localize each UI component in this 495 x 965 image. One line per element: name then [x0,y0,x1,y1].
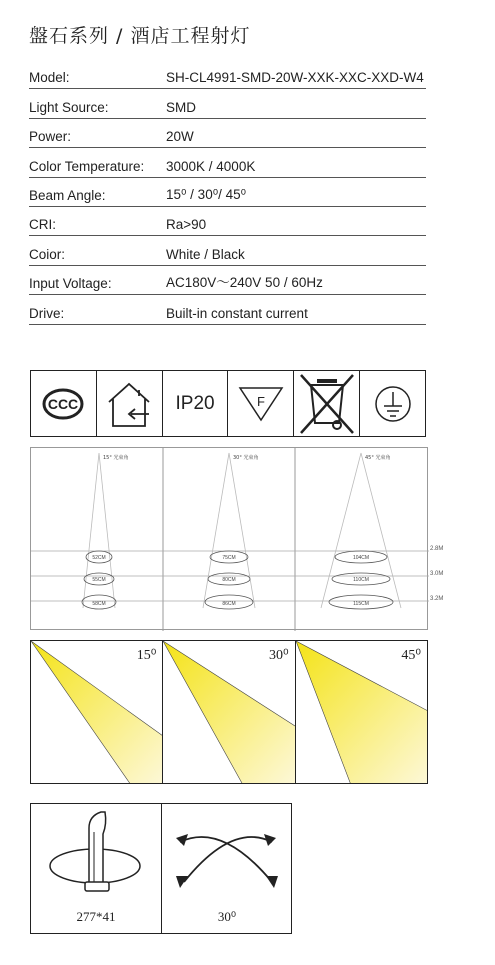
spec-row [29,207,426,236]
f-mark-icon [228,371,294,436]
spec-key: Color Temperature: [29,158,145,174]
svg-text:CCC: CCC [48,395,79,412]
spec-key: Drive: [29,305,65,321]
spec-row [29,148,426,177]
spec-row [29,295,426,324]
beam-header-15: 15° 光束角 [103,455,129,461]
beam-size-label: 80CM [222,577,236,583]
ip-rating [163,371,229,436]
spec-row [29,60,426,89]
spec-row [29,89,426,118]
beam-size-label: 52CM [92,555,106,561]
rotation-panel [162,804,292,933]
beam-size-label: 58CM [92,601,106,607]
spec-value: SMD [166,99,196,115]
spec-row [29,119,426,148]
indoor-use-icon [97,371,163,436]
product-dimension-panels [30,803,292,934]
weee-bin-icon [294,371,360,436]
spec-value: 3000K / 4000K [166,158,256,174]
spec-row [29,178,426,207]
spec-value: Ra>90 [166,217,207,233]
distance-label: 3.0M [430,571,444,577]
ccc-icon [31,371,97,436]
size-panel [31,804,162,933]
rotation-label: 30⁰ [217,909,237,924]
page-title: 盤石系列 / 酒店工程射灯 [29,25,251,47]
angle-label: 30⁰ [269,648,289,663]
spec-table [29,60,426,325]
angle-label: 45⁰ [401,648,421,663]
beam-size-label: 86CM [222,601,236,607]
spec-key: Coior: [29,246,66,262]
angle-panel-45 [296,641,427,783]
beam-size-label: 75CM [222,555,236,561]
ip-rating-label: IP20 [175,392,215,414]
spec-value: Built-in constant current [166,305,308,321]
spec-key: Light Source: [29,99,109,115]
certification-icons [30,370,426,437]
spec-key: Model: [29,70,70,86]
spec-key: CRI: [29,217,56,233]
distance-label: 2.8M [430,546,444,552]
beam-angle-panels [30,640,428,784]
f-mark-label: F [256,393,265,409]
spec-key: Beam Angle: [29,187,106,203]
angle-panel-30 [163,641,295,783]
beam-diagram [30,447,428,630]
spec-key: Input Voltage: [29,276,112,292]
beam-size-label: 115CM [353,601,369,607]
spec-value: SH-CL4991-SMD-20W-XXK-XXC-XXD-W4 [166,70,424,86]
spec-value: White / Black [166,246,245,262]
beam-size-label: 55CM [92,577,106,583]
ground-icon [360,371,425,436]
beam-header-45: 45° 光束角 [365,455,391,461]
beam-header-30: 30° 光束角 [233,455,259,461]
size-label: 277*41 [76,909,116,924]
distance-label: 3.2M [430,596,444,602]
spec-key: Power: [29,129,72,145]
spec-value: 20W [166,129,194,145]
spec-value: AC180V～240V 50 / 60Hz [166,275,323,291]
spec-row [29,236,426,265]
spec-row [29,266,426,295]
beam-size-label: 110CM [353,577,369,583]
spec-value: 15⁰ / 30⁰/ 45⁰ [166,186,247,202]
beam-size-label: 104CM [352,555,370,561]
angle-panel-15 [31,641,163,783]
angle-label: 15⁰ [136,648,157,663]
